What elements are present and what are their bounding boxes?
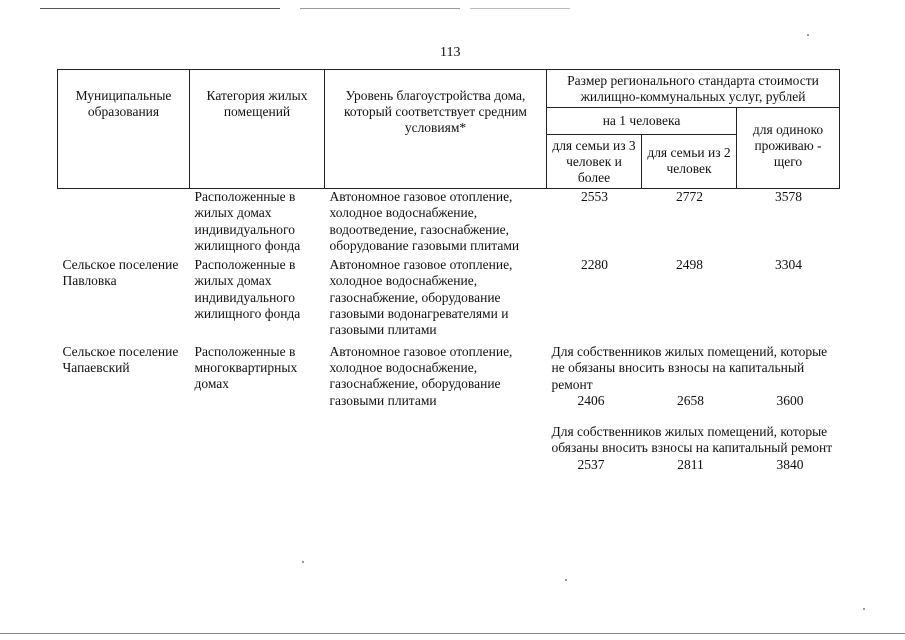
table-row	[58, 254, 840, 338]
value-family-3: 2537	[577, 456, 605, 472]
cell-value-family-2: 2498	[676, 257, 703, 273]
header-level: Уровень благоустройства дома, который соответствует средним условиям*	[325, 70, 547, 189]
values-no-capital-repair	[552, 393, 836, 410]
header-single: для одиноко проживаю - щего	[737, 108, 840, 189]
cell-level: Автономное газовое отопление, холодное водоснабжение, газоснабжение, оборудование газовыми плитами	[329, 343, 513, 408]
scan-speck	[565, 579, 567, 581]
housing-cost-table	[57, 69, 840, 473]
page-number: 113	[440, 45, 461, 60]
scan-edge-line	[300, 8, 460, 9]
scan-edge-line	[470, 8, 570, 9]
value-single: 3840	[776, 456, 804, 472]
cell-level: Автономное газовое отопление, холодное водоснабжение, газоснабжение, оборудование газовыми водонагревателями и газовыми плитами	[329, 257, 513, 338]
value-family-2: 2658	[677, 393, 704, 409]
cell-value-single: 3578	[775, 189, 802, 204]
cell-category: Расположенные в жилых домах индивидуального жилищного фонда	[194, 189, 301, 253]
scan-speck	[807, 34, 809, 36]
scan-edge-line	[40, 8, 280, 9]
value-family-3: 2406	[577, 393, 605, 409]
cell-standard-notes	[547, 339, 840, 474]
table-row	[58, 339, 840, 474]
header-family-2: для семьи из 2 человек	[642, 135, 737, 189]
values-capital-repair	[552, 457, 836, 474]
note-no-capital-repair: Для собственников жилых помещений, которые не обязаны вносить взносы на капитальный ремонт	[551, 343, 828, 392]
cell-value-single: 3304	[775, 257, 802, 273]
value-single: 3600	[776, 393, 804, 409]
note-capital-repair: Для собственников жилых помещений, которые обязаны вносить взносы на капитальный ремонт	[551, 423, 833, 456]
cell-category: Расположенные в многоквартирных домах	[194, 343, 298, 392]
scan-speck	[863, 608, 865, 610]
cell-municipality: Сельское поселение Павловка	[62, 257, 179, 289]
cell-category: Расположенные в жилых домах индивидуального жилищного фонда	[194, 257, 301, 322]
header-category: Категория жилых помещений	[190, 70, 325, 189]
scan-speck	[302, 561, 304, 563]
header-per-person: на 1 человека	[547, 108, 737, 135]
cell-municipality	[58, 189, 190, 255]
header-standard: Размер регионального стандарта стоимости жилищно-коммунальных услуг, рублей	[547, 70, 840, 108]
cell-value-family-3: 2280	[581, 257, 608, 273]
scan-edge-line	[0, 633, 905, 634]
value-family-2: 2811	[677, 456, 704, 472]
table-row	[58, 189, 840, 255]
cell-value-family-3: 2553	[581, 189, 608, 204]
cell-municipality: Сельское поселение Чапаевский	[62, 343, 179, 375]
header-family-3: для семьи из 3 человек и более	[547, 135, 642, 189]
cell-level: Автономное газовое отопление, холодное водоснабжение, водоотведение, газоснабжение, оборудование газовыми плитами	[329, 189, 520, 253]
header-municipality: Муниципальные образования	[58, 70, 190, 189]
cell-value-family-2: 2772	[676, 189, 703, 204]
